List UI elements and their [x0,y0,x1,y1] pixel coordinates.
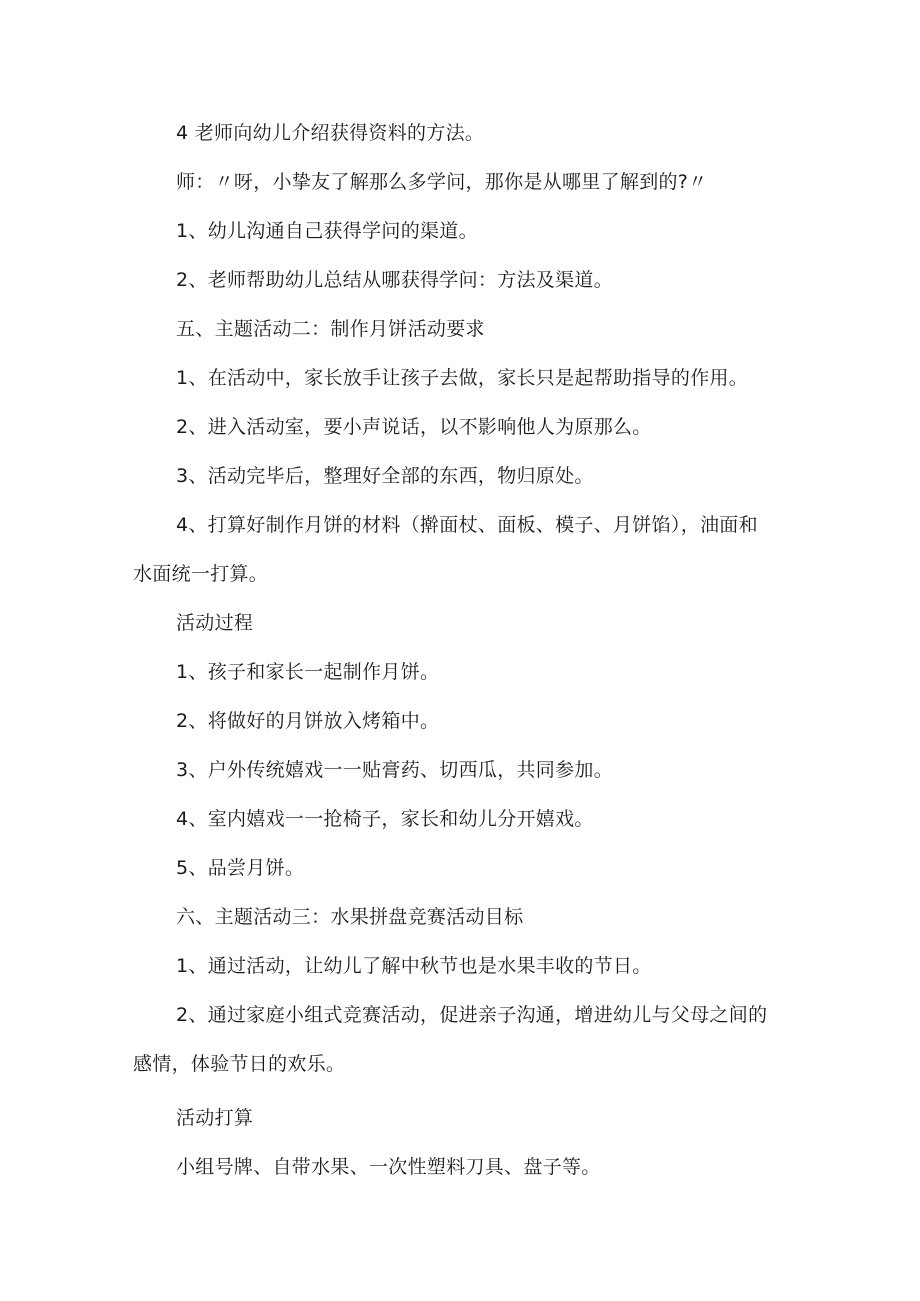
text-line: 2、通过家庭小组式竞赛活动，促进亲子沟通，增进幼儿与父母之间的 [176,1004,768,1026]
text-line: 2、进入活动室，要小声说话，以不影响他人为原那么。 [176,416,652,438]
text-line: 3、活动完毕后，整理好全部的东西，物归原处。 [176,465,594,487]
text-line: 5、品尝月饼。 [176,857,305,879]
text-line: 师：〃呀，小挚友了解那么多学问，那你是从哪里了解到的?〃 [176,171,708,193]
subheading: 活动打算 [176,1107,254,1129]
text-line: 1、通过活动，让幼儿了解中秋节也是水果丰收的节日。 [176,955,652,977]
text-line-continuation: 感情，体验节日的欢乐。 [133,1053,346,1075]
text-line: 4、打算好制作月饼的材料（擀面杖、面板、模子、月饼馅），油面和 [176,514,758,536]
text-line: 1、在活动中，家长放手让孩子去做，家长只是起帮助指导的作用。 [176,367,749,389]
text-line: 1、孩子和家长一起制作月饼。 [176,661,440,683]
text-line: 1、幼儿沟通自己获得学问的渠道。 [176,220,478,242]
text-line: 2、将做好的月饼放入烤箱中。 [176,710,440,732]
subheading: 活动过程 [176,612,254,634]
text-line: 4、室内嬉戏一一抢椅子，家长和幼儿分开嬉戏。 [176,808,594,830]
text-line-continuation: 水面统一打算。 [133,563,269,585]
section-heading: 六、主题活动三：水果拼盘竞赛活动目标 [176,906,524,928]
section-heading: 五、主题活动二：制作月饼活动要求 [176,318,485,340]
text-line: 2、老师帮助幼儿总结从哪获得学问：方法及渠道。 [176,269,613,291]
text-line: 4 老师向幼儿介绍获得资料的方法。 [176,122,485,144]
text-line: 3、户外传统嬉戏一一贴膏药、切西瓜，共同参加。 [176,759,613,781]
text-line: 小组号牌、自带水果、一次性塑料刀具、盘子等。 [176,1156,601,1178]
